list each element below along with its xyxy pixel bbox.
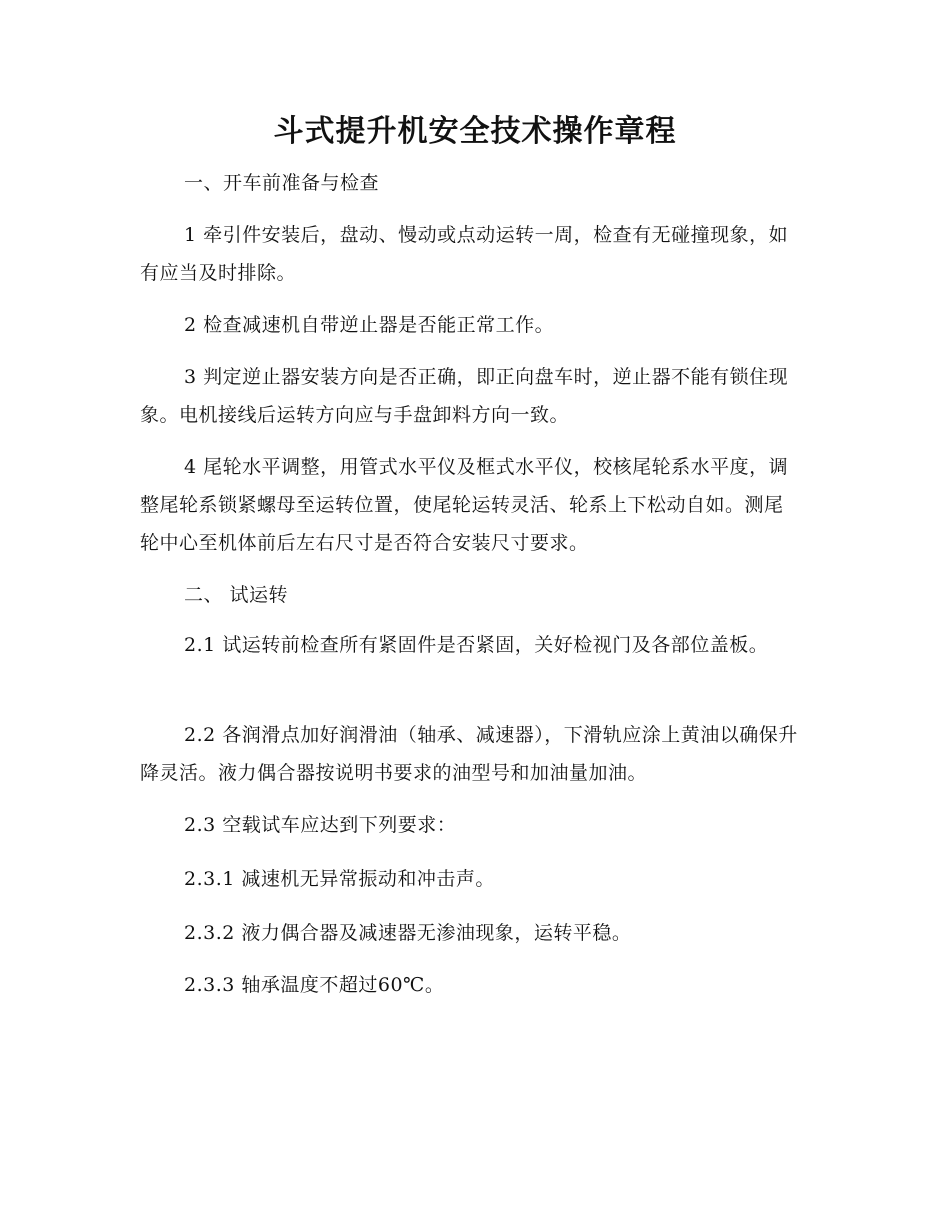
paragraph-2: 2 检查减速机自带逆止器是否能正常工作。 [184, 314, 555, 336]
paragraph-2-3: 2.3 空载试车应达到下列要求： [184, 814, 457, 836]
paragraph-1: 1 牵引件安装后，盘动、慢动或点动运转一周，检查有无碰撞现象，如有应当及时排除。 [140, 224, 789, 284]
paragraph-4: 4 尾轮水平调整，用管式水平仪及框式水平仪，校核尾轮系水平度，调整尾轮系锁紧螺母至运转位置，使尾轮运转灵活、轮系上下松动自如。测尾轮中心至机体前后左右尺寸是否符合安装尺寸要求。 [140, 456, 789, 554]
paragraph-2-3-2: 2.3.2 液力偶合器及减速器无渗油现象，运转平稳。 [184, 922, 632, 944]
section-heading-1: 一、开车前准备与检查 [184, 172, 380, 194]
document-title: 斗式提升机安全技术操作章程 [273, 114, 677, 149]
paragraph-2-2: 2.2 各润滑点加好润滑油（轴承、减速器），下滑轨应涂上黄油以确保升降灵活。液力偶合器按说明书要求的油型号和加油量加油。 [140, 724, 798, 784]
section-heading-2: 二、 试运转 [184, 584, 289, 606]
paragraph-3: 3 判定逆止器安装方向是否正确，即正向盘车时，逆止器不能有锁住现象。电机接线后运转方向应与手盘卸料方向一致。 [140, 366, 789, 426]
paragraph-2-1: 2.1 试运转前检查所有紧固件是否紧固，关好检视门及各部位盖板。 [184, 634, 769, 656]
paragraph-2-3-3: 2.3.3 轴承温度不超过60℃。 [184, 974, 445, 996]
paragraph-2-3-1: 2.3.1 减速机无异常振动和冲击声。 [184, 868, 495, 890]
